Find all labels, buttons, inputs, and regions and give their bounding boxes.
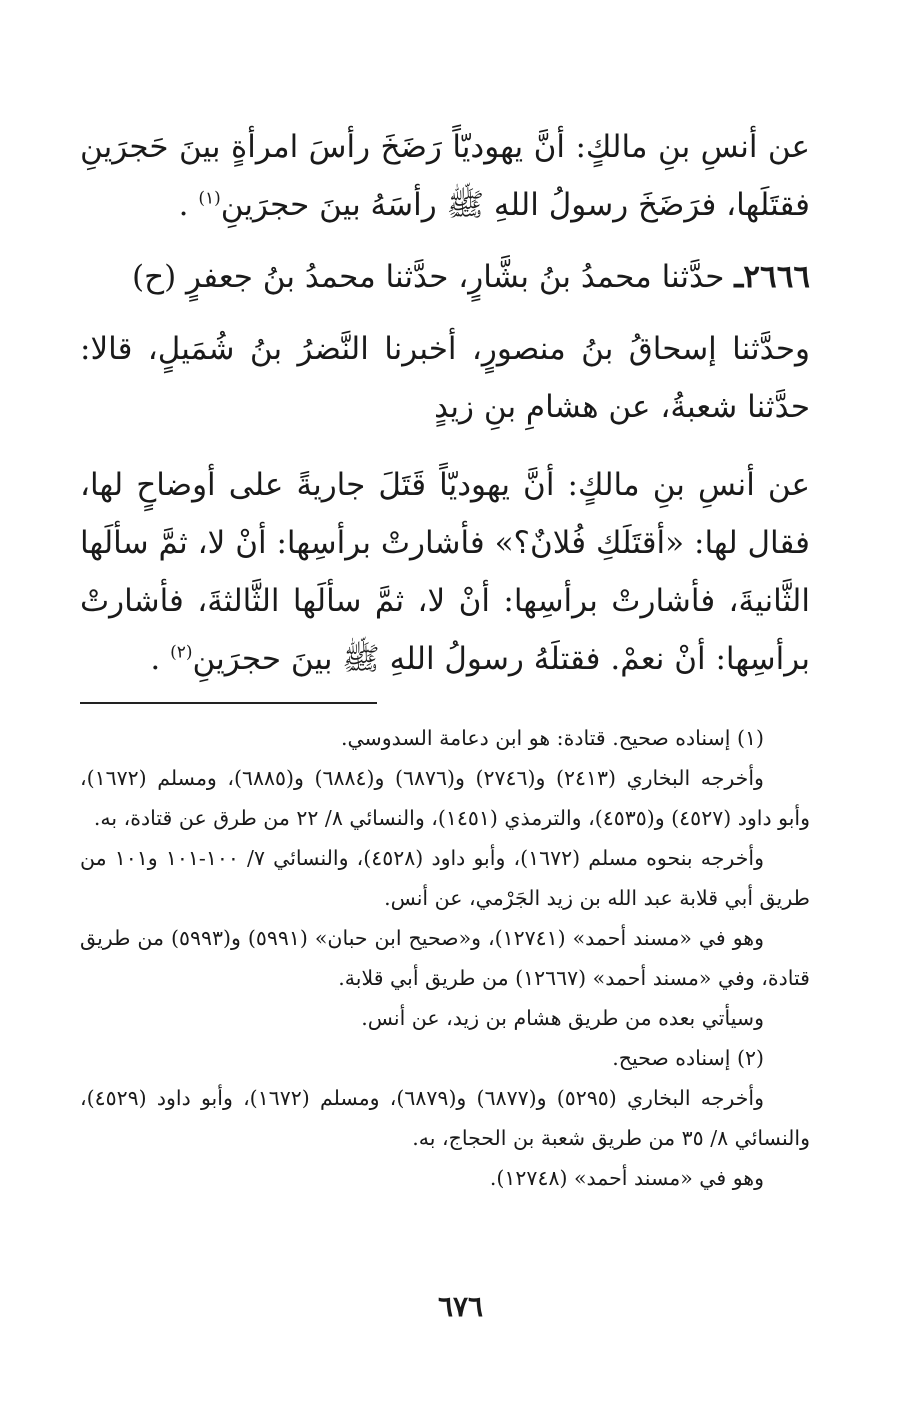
footnote-paragraph: وهو في «مسند أحمد» (١٢٧٤٨). <box>489 1166 764 1190</box>
footnote-paragraph: وهو في «مسند أحمد» (١٢٧٤١)، و«صحيح ابن حبان» (٥٩٩١) و(٥٩٩٣) من طريق قتادة، وفي «مسند أحمد» (١٢٦٦٧) من طريق أبي قلابة. <box>80 926 810 990</box>
hadith-1-end-mark: . <box>178 187 199 223</box>
footnote-paragraph: وسيأتي بعده من طريق هشام بن زيد، عن أنس. <box>361 1006 764 1030</box>
footnote-paragraph: (٢) إسناده صحيح. <box>612 1046 764 1070</box>
footnote-paragraph: وأخرجه بنحوه مسلم (١٦٧٢)، وأبو داود (٤٥٢٨)، والنسائي ٧/ ١٠٠-١٠١ و١٠١ من طريق أبي قلابة عبد الله بن زيد الجَرْمي، عن أنس. <box>80 846 810 910</box>
hadith-2-isnad-2: وحدَّثنا إسحاقُ بنُ منصورٍ، أخبرنا النَّضرُ بنُ شُمَيلٍ، قالا: حدَّثنا شعبةُ، عن هشامِ بنِ زيدٍ <box>80 331 810 425</box>
hadith-number: ٢٦٦٦ـ <box>734 259 810 295</box>
page-body <box>80 118 810 1198</box>
footnote-paragraph: وأخرجه البخاري (٥٢٩٥) و(٦٨٧٧) و(٦٨٧٩)، ومسلم (١٦٧٢)، وأبو داود (٤٥٢٩)، والنسائي ٨/ ٣٥ من طريق شعبة بن الحجاج، به. <box>80 1086 810 1150</box>
hadith-2-isnad-line-2 <box>80 320 810 436</box>
hadith-2-text: عن أنسِ بنِ مالكٍ: أنَّ يهوديّاً قَتَلَ جاريةً على أوضاحٍ لها، فقال لها: «أقتَلَكِ فُلانٌ؟» فأشارتْ برأسِها: أنْ لا، ثمَّ سألَها الثَّانيةَ، فأشارتْ برأسِها: أنْ لا، ثمَّ سألَها الثَّالثةَ، فأشارتْ برأسِها: أنْ نعمْ. فقتلَهُ رسولُ اللهِ ﷺ بينَ حجرَينِ <box>80 467 810 677</box>
hadith-1-text: عن أنسِ بنِ مالكٍ: أنَّ يهوديّاً رَضَخَ رأسَ امرأةٍ بينَ حَجرَينِ فقتَلَها، فرَضَخَ رسولُ اللهِ ﷺ رأسَهُ بينَ حجرَينِ <box>80 129 810 223</box>
hadith-1-continuation <box>80 118 810 234</box>
footnote-ref-1: (١) <box>198 188 221 209</box>
footnote-paragraph: (١) إسناده صحيح. قتادة: هو ابن دعامة السدوسي. <box>340 726 764 750</box>
footnote-divider <box>80 702 377 704</box>
hadith-2-isnad-line-1 <box>80 248 810 306</box>
hadith-2-isnad-1: حدَّثنا محمدُ بنُ بشَّارٍ، حدَّثنا محمدُ بنُ جعفرٍ (ح) <box>132 259 735 295</box>
page-number: ٦٧٦ <box>437 1290 484 1323</box>
hadith-2-matn <box>80 456 810 688</box>
footnote-ref-2: (٢) <box>170 642 193 663</box>
hadith-2-end-mark: . <box>150 641 171 677</box>
footnote-paragraph: وأخرجه البخاري (٢٤١٣) و(٢٧٤٦) و(٦٨٧٦) و(٦٨٨٤) و(٦٨٨٥)، ومسلم (١٦٧٢)، وأبو داود (٤٥٢٧) و(٤٥٣٥)، والترمذي (١٤٥١)، والنسائي ٨/ ٢٢ من طرق عن قتادة، به. <box>80 766 810 830</box>
footnotes <box>80 718 810 1198</box>
